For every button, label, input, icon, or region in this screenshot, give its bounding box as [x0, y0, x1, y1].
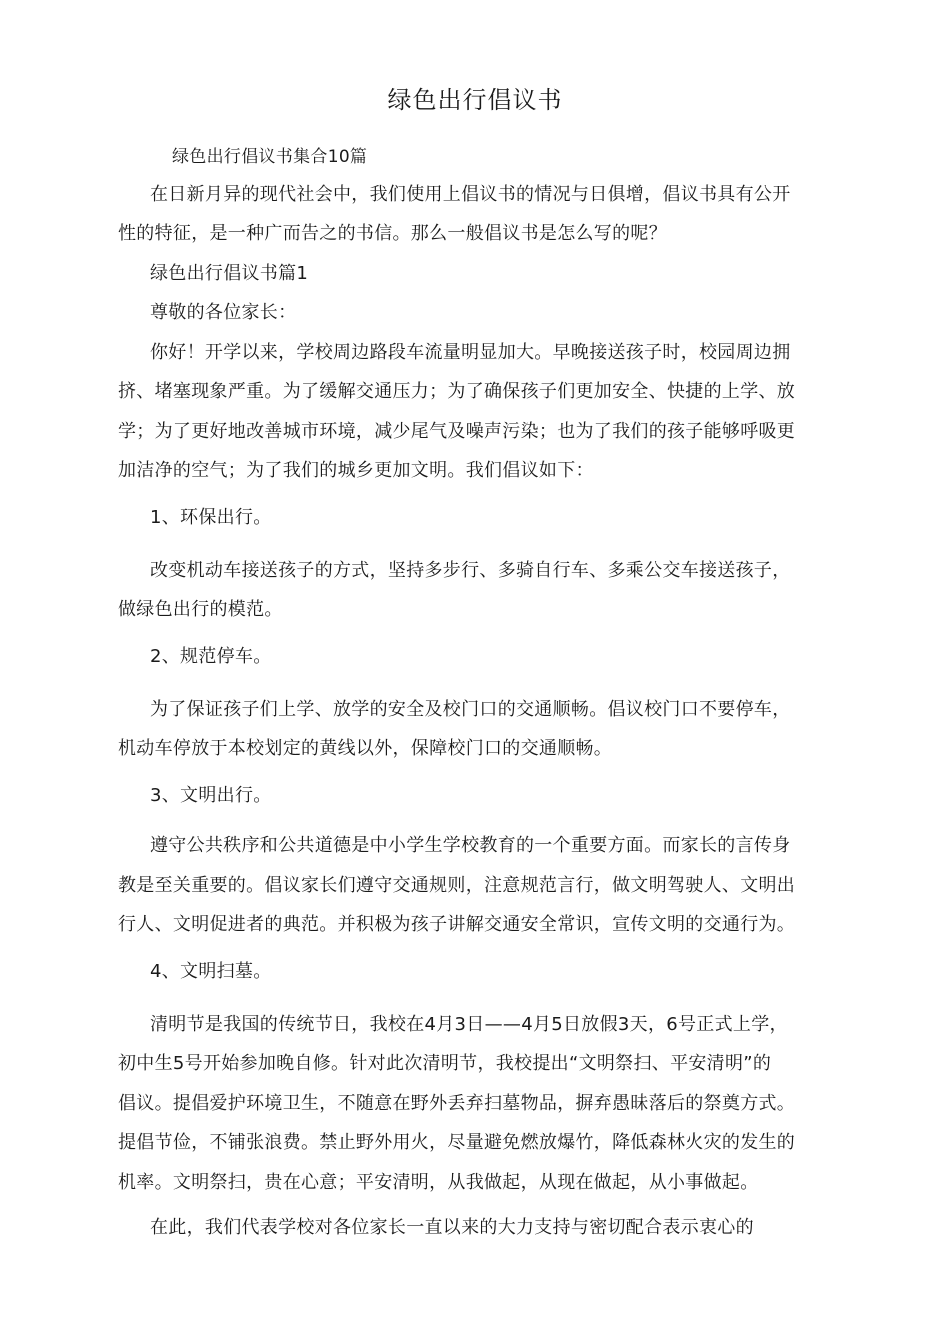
- paragraph-line: 学；为了更好地改善城市环境，减少尾气及噪声污染；也为了我们的孩子能够呼吸更: [118, 421, 796, 442]
- list-heading: 4、文明扫墓。: [150, 961, 272, 982]
- paragraph-line: 机率。文明祭扫，贵在心意；平安清明，从我做起，从现在做起，从小事做起。: [118, 1172, 759, 1193]
- paragraph-line: 为了保证孩子们上学、放学的安全及校门口的交通顺畅。倡议校门口不要停车，: [150, 699, 791, 720]
- paragraph-line: 性的特征，是一种广而告之的书信。那么一般倡议书是怎么写的呢？: [118, 223, 667, 244]
- paragraph-line: 遵守公共秩序和公共道德是中小学生学校教育的一个重要方面。而家长的言传身: [150, 835, 791, 856]
- document-title: 绿色出行倡议书: [387, 86, 563, 114]
- paragraph-line: 倡议。提倡爱护环境卫生，不随意在野外丢弃扫墓物品，摒弃愚昧落后的祭奠方式。: [118, 1093, 796, 1114]
- salutation: 尊敬的各位家长：: [150, 302, 297, 323]
- list-heading: 3、文明出行。: [150, 785, 272, 806]
- paragraph-line: 教是至关重要的。倡议家长们遵守交通规则，注意规范言行，做文明驾驶人、文明出: [118, 875, 796, 896]
- document-subtitle: 绿色出行倡议书集合10篇: [172, 147, 368, 167]
- paragraph-line: 在日新月异的现代社会中，我们使用上倡议书的情况与日俱增，倡议书具有公开: [150, 184, 791, 205]
- paragraph-line: 做绿色出行的模范。: [118, 599, 283, 620]
- paragraph-line: 清明节是我国的传统节日，我校在4月3日——4月5日放假3天，6号正式上学，: [150, 1014, 788, 1035]
- paragraph-line: 挤、堵塞现象严重。为了缓解交通压力；为了确保孩子们更加安全、快捷的上学、放: [118, 381, 796, 402]
- paragraph-line: 在此，我们代表学校对各位家长一直以来的大力支持与密切配合表示衷心的: [150, 1217, 754, 1238]
- paragraph-line: 改变机动车接送孩子的方式，坚持多步行、多骑自行车、多乘公交车接送孩子，: [150, 560, 791, 581]
- paragraph-line: 机动车停放于本校划定的黄线以外，保障校门口的交通顺畅。: [118, 738, 613, 759]
- paragraph-line: 初中生5号开始参加晚自修。针对此次清明节，我校提出“文明祭扫、平安清明”的: [118, 1053, 772, 1074]
- section-heading: 绿色出行倡议书篇1: [150, 263, 309, 284]
- paragraph-line: 你好！开学以来，学校周边路段车流量明显加大。早晚接送孩子时，校园周边拥: [150, 342, 791, 363]
- list-heading: 2、规范停车。: [150, 646, 272, 667]
- list-heading: 1、环保出行。: [150, 507, 272, 528]
- paragraph-line: 行人、文明促进者的典范。并积极为孩子讲解交通安全常识，宣传文明的交通行为。: [118, 914, 796, 935]
- paragraph-line: 加洁净的空气；为了我们的城乡更加文明。我们倡议如下：: [118, 460, 594, 481]
- paragraph-line: 提倡节俭，不铺张浪费。禁止野外用火，尽量避免燃放爆竹，降低森林火灾的发生的: [118, 1132, 796, 1153]
